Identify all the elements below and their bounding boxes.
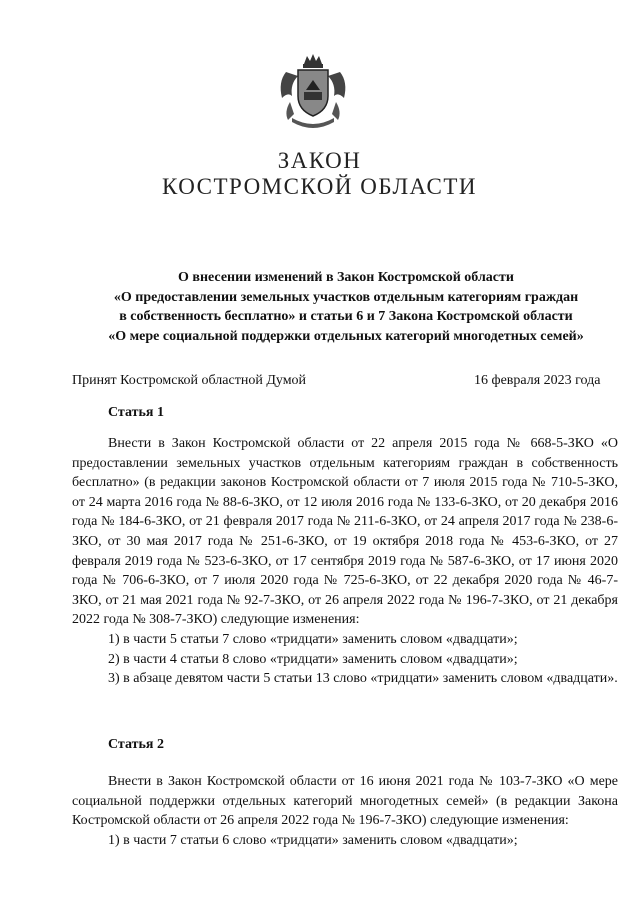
article2-heading: Статья 2 bbox=[108, 737, 164, 752]
article1-intro: Внести в Закон Костромской области от 22 апреля 2015 года № 668-5-ЗКО «О предоставлении земельных участков отдельным категориям граждан в собственность бесплатно» (в редакции законов Костромской области от 7 июля 2015 года № 710-5-ЗКО, от 24 марта 2016 года № 88-6-ЗКО, от 12 июля 2016 года № 133-6-ЗКО, от 20 декабря 2016 года № 184-6-ЗКО, от 21 февраля 2017 года № 211-6-ЗКО, от 24 апреля 2017 года № 238-6-ЗКО, от 30 мая 2017 года № 251-6-ЗКО, от 19 октября 2018 года № 453-6-ЗКО, от 27 февраля 2019 года № 523-6-ЗКО, от 17 сентября 2019 года № 587-6-ЗКО, от 17 июня 2020 года № 706-6-ЗКО, от 7 июля 2020 года № 725-6-ЗКО, от 22 декабря 2020 года № 46-7-ЗКО, от 21 мая 2021 года № 92-7-ЗКО, от 26 апреля 2022 года № 196-7-ЗКО, от 21 декабря 2022 года № 308-7-ЗКО) следующие изменения: bbox=[72, 436, 618, 628]
article2-intro: Внести в Закон Костромской области от 16 июня 2021 года № 103-7-ЗКО «О мере социальной поддержки отдельных категорий многодетных семей» (в редакции Закона Костромской области от 26 апреля 2022 года № 196-7-ЗКО) следующие изменения: bbox=[72, 774, 618, 829]
document-title bbox=[72, 268, 620, 346]
list-item: 1) в части 5 статьи 7 слово «тридцати» заменить словом «двадцати»; bbox=[108, 631, 518, 647]
list-item: 2) в части 4 статьи 8 слово «тридцати» заменить словом «двадцати»; bbox=[108, 651, 518, 667]
adopted-by: Принят Костромской областной Думой bbox=[72, 373, 307, 388]
adoption-date: 16 февраля 2023 года bbox=[474, 373, 601, 388]
title-line: О внесении изменений в Закон Костромской области bbox=[178, 270, 514, 285]
list-item: 1) в части 7 статьи 6 слово «тридцати» заменить словом «двадцати»; bbox=[108, 832, 518, 848]
article1-body bbox=[72, 434, 618, 689]
article1-heading: Статья 1 bbox=[108, 405, 164, 420]
title-line: «О мере социальной поддержки отдельных категорий многодетных семей» bbox=[108, 328, 584, 344]
article2-body bbox=[72, 772, 618, 850]
document-type-line1: ЗАКОН bbox=[277, 148, 362, 173]
title-line: «О предоставлении земельных участков отдельным категориям граждан bbox=[113, 289, 579, 305]
list-item: 3) в абзаце девятом части 5 статьи 13 слово «тридцати» заменить словом «двадцати». bbox=[108, 671, 618, 687]
title-line: в собственность бесплатно» и статьи 6 и 7 Закона Костромской области bbox=[119, 309, 573, 324]
document-type-line2: КОСТРОМСКОЙ ОБЛАСТИ bbox=[161, 174, 478, 199]
coat-of-arms-emblem bbox=[276, 52, 350, 132]
